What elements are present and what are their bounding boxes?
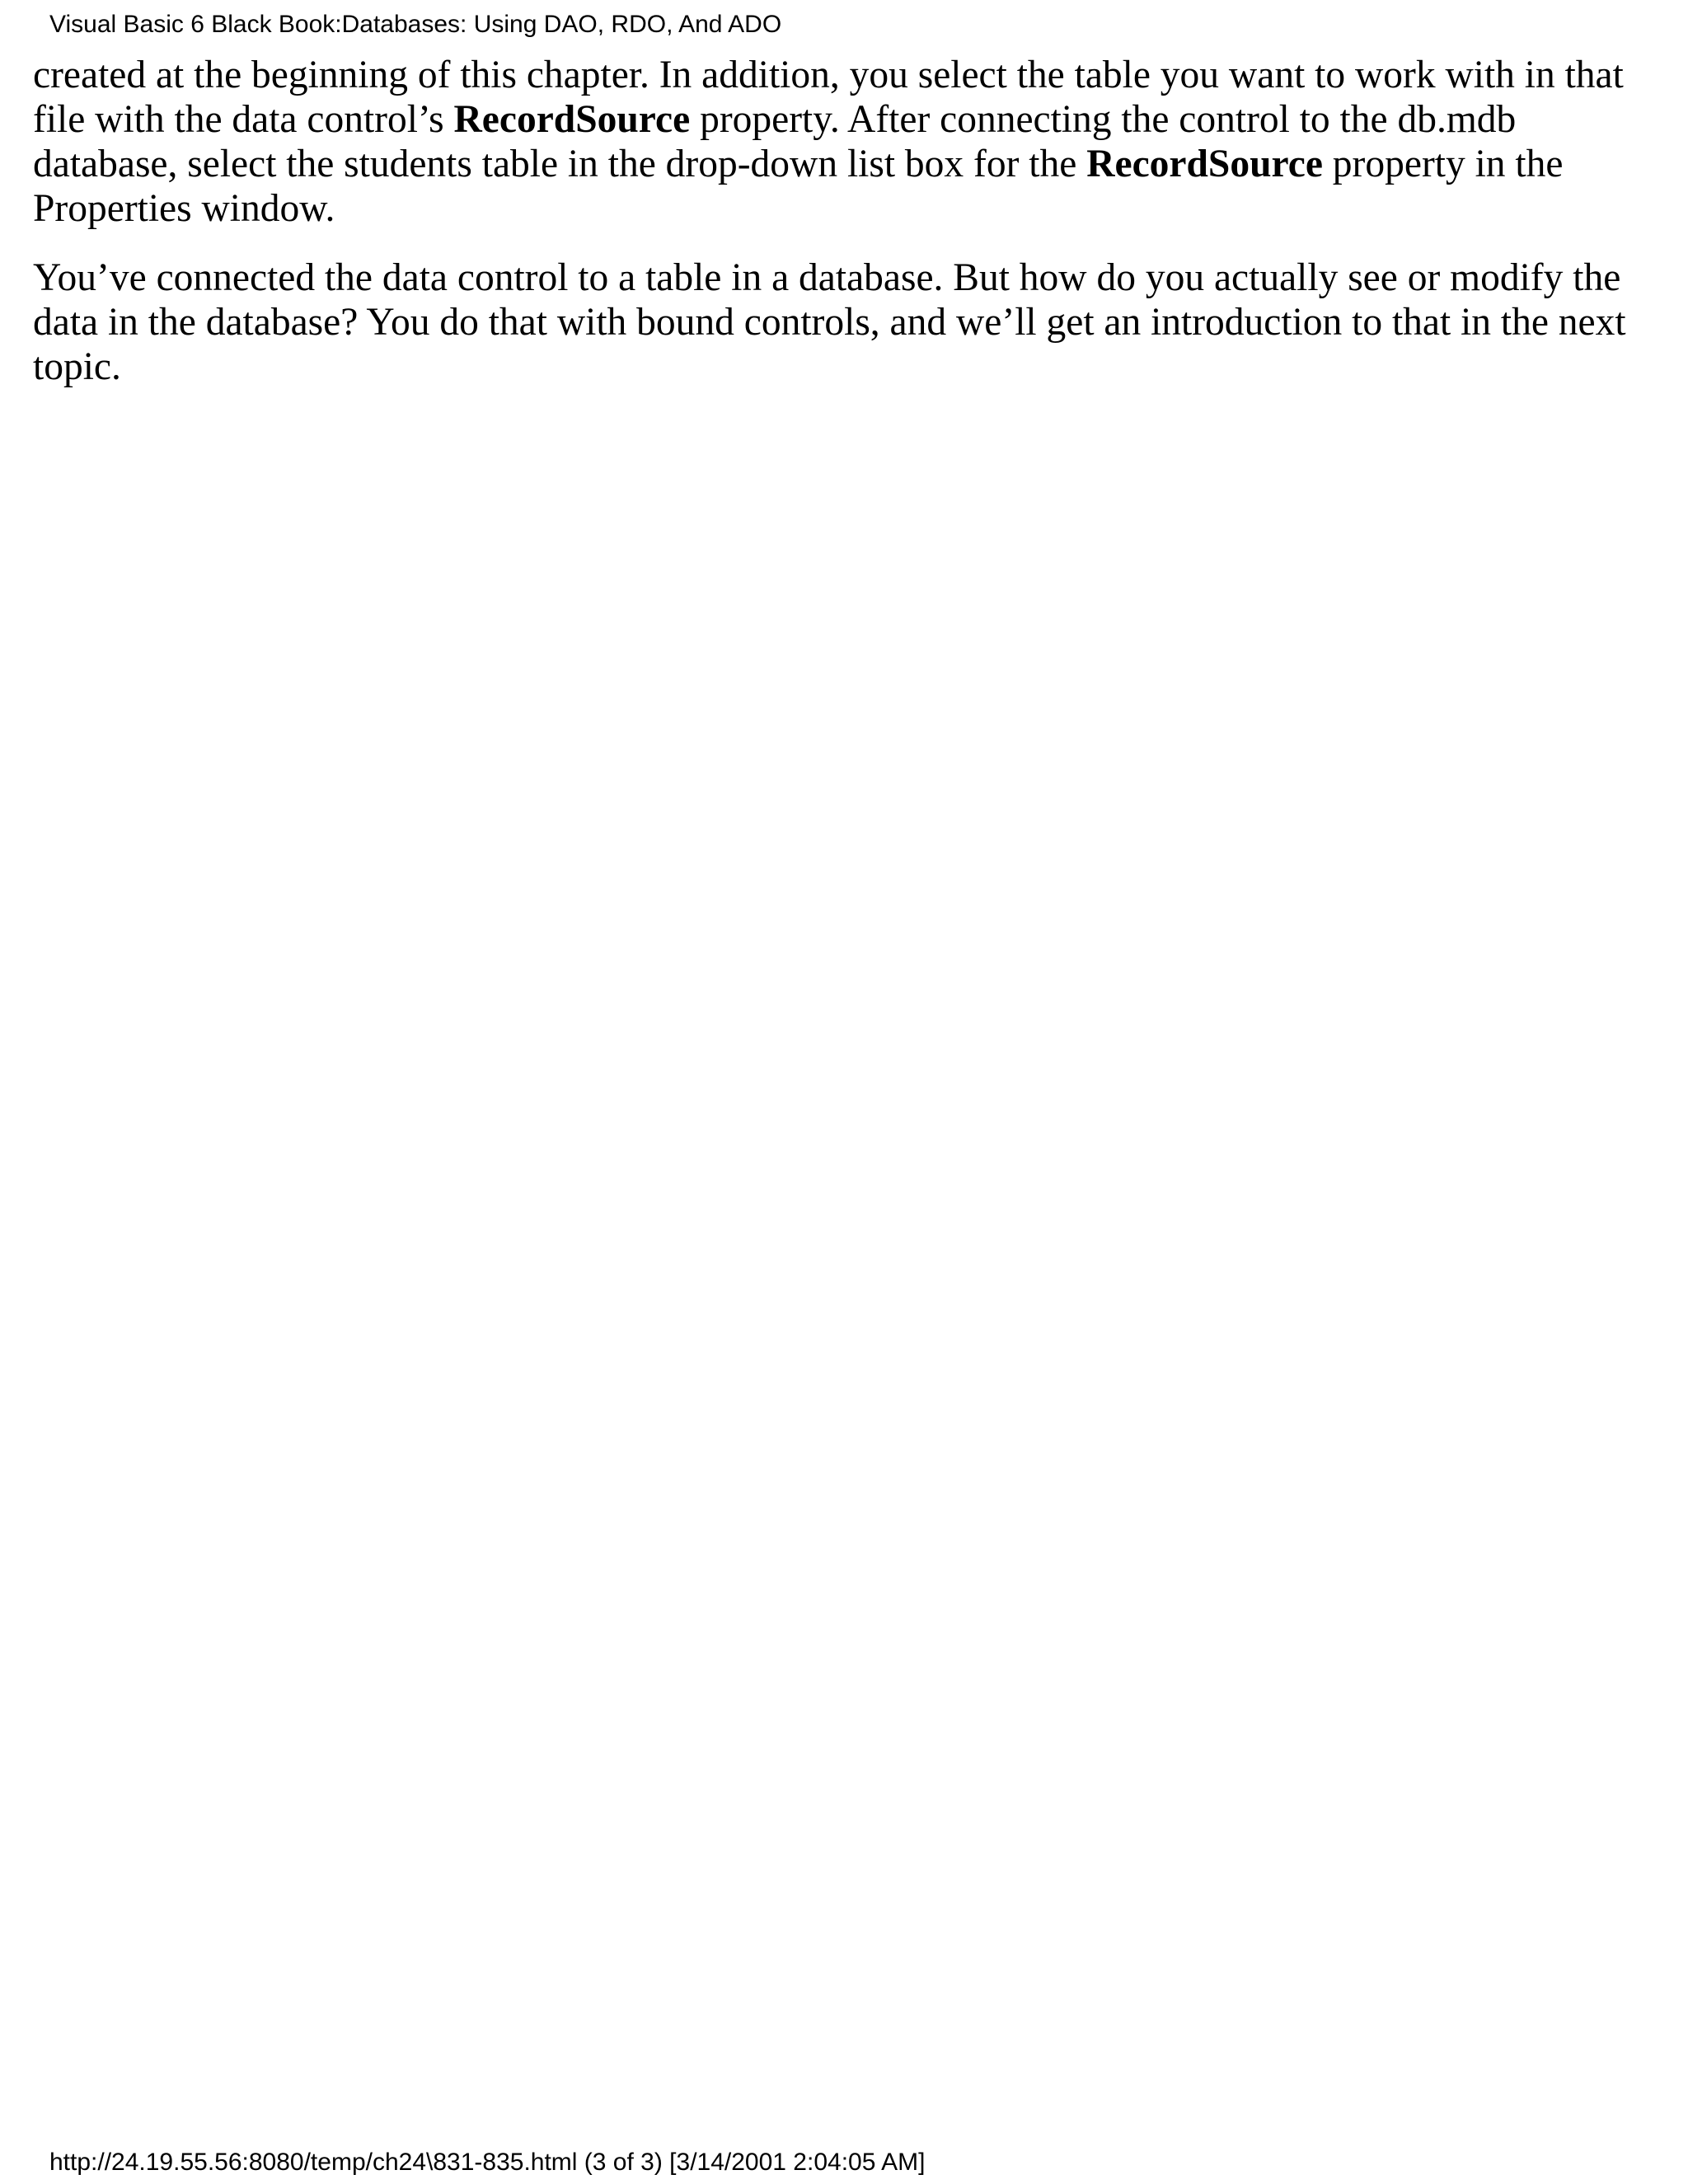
paragraph-bound-controls: You’ve connected the data control to a table in a database. But how do you actually see or modify the data in the database? You do that with bound controls, and we’ll get an introduction to that in the next topic. — [33, 256, 1626, 388]
page-content — [33, 53, 1648, 414]
paragraph-text: property in the Properties window. — [33, 143, 1564, 230]
property-name-record-source: RecordSource — [1086, 143, 1323, 185]
page-header: Visual Basic 6 Black Book:Databases: Using DAO, RDO, And ADO — [49, 11, 782, 38]
paragraph-text: created at the beginning of this chapter. In addition, you select the table you want to work with in that file with the data control’s — [33, 54, 1624, 141]
paragraph-record-source — [33, 53, 1648, 231]
paragraph-text: property. After connecting the control to the db.mdb database, select the students table in the drop-down list box for the — [33, 98, 1517, 185]
property-name-record-source: RecordSource — [453, 98, 691, 141]
page-footer-url: http://24.19.55.56:8080/temp/ch24\831-835.html (3 of 3) [3/14/2001 2:04:05 AM] — [49, 2149, 926, 2176]
